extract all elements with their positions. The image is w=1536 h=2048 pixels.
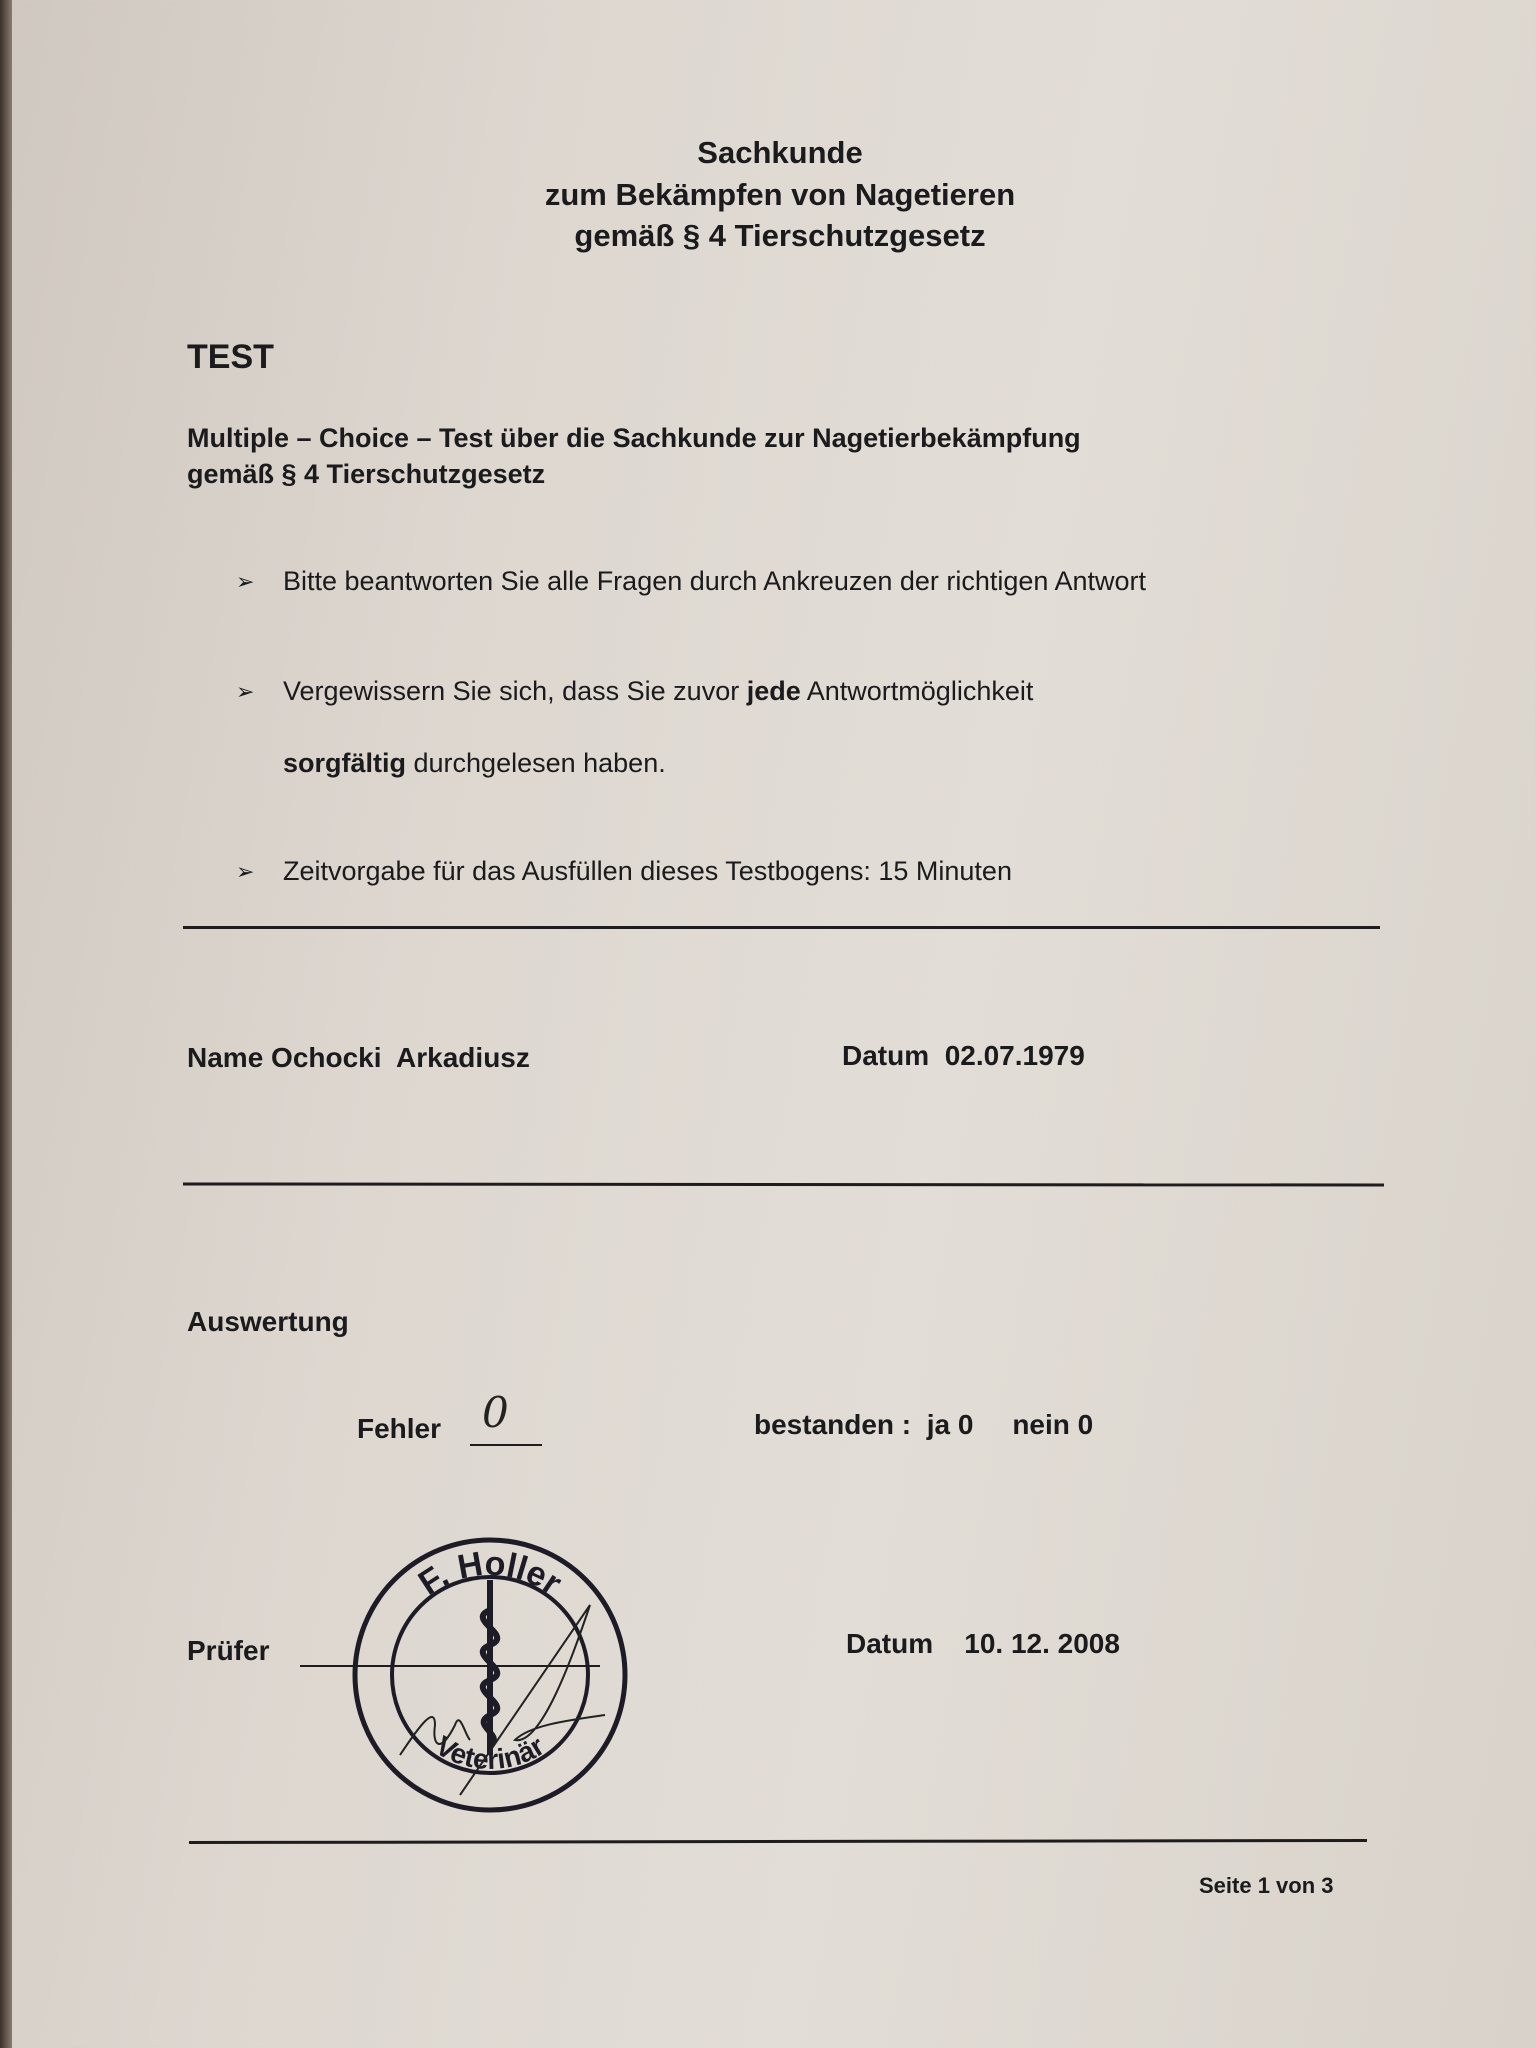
exam-date-field [846,1630,1120,1658]
name-field [187,1044,530,1072]
errors-label: Fehler [357,1413,442,1444]
name-value: Ochocki Arkadiusz [271,1042,530,1073]
table-edge [0,0,12,2048]
birth-date-field [842,1042,1085,1070]
passed-label: bestanden : [754,1409,912,1440]
bullet-arrow-icon: ➢ [236,569,255,594]
instruction-2 [283,678,1033,705]
instruction-3: Zeitvorgabe für das Ausfüllen dieses Testbogens: 15 Minuten [283,856,1012,886]
date-label: Datum [842,1040,930,1071]
stamp-title: Veterinär [430,1729,550,1776]
name-label: Name [187,1042,264,1073]
divider [183,1182,1384,1186]
test-heading: TEST [187,338,274,376]
instruction-2-line2 [283,750,666,777]
errors-value: 0 [482,1388,509,1437]
doc-title-line-1: Sachkunde [697,135,863,170]
divider [189,1839,1367,1844]
official-stamp [340,1525,640,1825]
doc-title-line-2: zum Bekämpfen von Nagetieren [544,177,1016,212]
instruction-2-bold: jede [746,676,801,706]
test-subtitle-2: gemäß § 4 Tierschutzgesetz [187,459,546,489]
staff-of-asclepius-icon [483,1580,497,1755]
instruction-2-pre: Vergewissern Sie sich, dass Sie zuvor [283,676,747,706]
doc-title-line-3: gemäß § 4 Tierschutzgesetz [574,218,986,253]
errors-underline [470,1444,542,1446]
passed-field [754,1411,1093,1439]
date-value: 02.07.1979 [944,1040,1085,1071]
instruction-2-post: Antwortmöglichkeit [800,676,1034,706]
bullet-arrow-icon: ➢ [236,859,255,884]
divider [183,926,1380,929]
exam-date-label: Datum [846,1628,934,1659]
examiner-label: Prüfer [187,1635,270,1666]
passed-yes[interactable]: ja 0 [926,1409,974,1440]
passed-no[interactable]: nein 0 [1012,1409,1094,1440]
evaluation-heading: Auswertung [187,1306,349,1337]
instruction-2-line2-bold: sorgfältig [283,748,407,778]
bullet-arrow-icon: ➢ [236,679,255,704]
stamp-name: F. Holler [411,1544,569,1603]
test-subtitle-1: Multiple – Choice – Test über die Sachkunde zur Nagetierbekämpfung [187,423,1081,453]
instruction-1: Bitte beantworten Sie alle Fragen durch Ankreuzen der richtigen Antwort [283,566,1146,596]
instruction-2-line2-post: durchgelesen haben. [406,748,666,778]
exam-date-value: 10. 12. 2008 [964,1628,1120,1659]
page-number: Seite 1 von 3 [1199,1873,1334,1898]
